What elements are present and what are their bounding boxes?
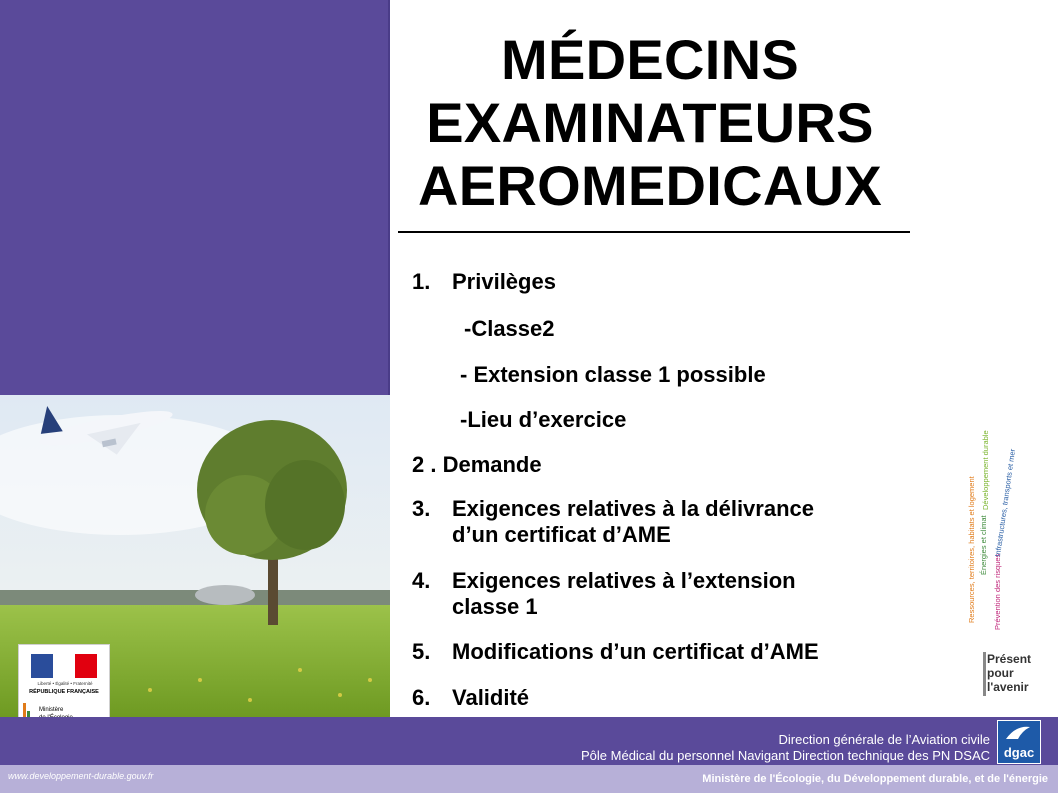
list-item-4 (412, 568, 796, 594)
left-purple-panel (0, 0, 390, 395)
list-item-5 (412, 639, 819, 665)
republic-motto: Liberté • Égalité • Fraternité (37, 681, 93, 686)
list-item-3 (412, 496, 814, 522)
list-number: 5. (412, 639, 431, 664)
page-title (400, 28, 900, 217)
list-number: 1. (412, 269, 431, 294)
present-line: pour (987, 666, 1014, 680)
title-divider (398, 231, 910, 233)
list-text-continuation: d’un certificat d’AME (452, 522, 671, 547)
list-item-6 (412, 685, 529, 711)
list-number: 3. (412, 496, 431, 521)
list-text-continuation: classe 1 (452, 594, 538, 619)
footer-text (581, 732, 990, 764)
marianne-flag-icon (31, 654, 97, 678)
list-subitem: -Classe2 (464, 316, 555, 341)
present-line: l'avenir (987, 680, 1029, 694)
republic-label: RÉPUBLIQUE FRANÇAISE (29, 689, 99, 695)
list-text: Validité (452, 685, 530, 710)
theme-tags (960, 425, 1050, 635)
ministry-line: Ministère (39, 707, 64, 713)
list-text: Privilèges (452, 269, 556, 294)
list-number: 6. (412, 685, 431, 710)
theme-tag-3: Développement durable (981, 430, 990, 510)
dgac-logo (997, 720, 1041, 764)
list-subitem: - Extension classe 1 possible (460, 362, 766, 387)
present-logo-bar (983, 652, 986, 696)
website-link[interactable]: www.developpement-durable.gouv.fr (8, 771, 154, 781)
title-line-3: AEROMEDICAUX (417, 154, 883, 217)
theme-tag-1: Ressources, territoires, habitats et logement (967, 476, 976, 623)
ministry-footer-title: Ministère de l'Écologie, du Développement durable, et de l'énergie (702, 773, 1048, 785)
dgac-bird-icon (998, 721, 1040, 747)
list-subitem: -Lieu d’exercice (460, 407, 627, 432)
list-text: Exigences relatives à la délivrance (452, 496, 815, 521)
footer-line-1: Direction générale de l’Aviation civile (778, 732, 990, 747)
present-pour-lavenir-logo (987, 652, 1031, 694)
list-item-1 (412, 269, 556, 295)
dgac-label: dgac (1003, 745, 1035, 760)
present-line: Présent (987, 652, 1032, 666)
title-line-2: EXAMINATEURS (426, 91, 874, 154)
list-number: 4. (412, 568, 431, 593)
list-text: Exigences relatives à l’extension (452, 568, 796, 593)
footer-line-2: Pôle Médical du personnel Navigant Direction technique des PN DSAC (581, 748, 990, 763)
title-line-1: MÉDECINS (501, 28, 799, 91)
list-text: Modifications d’un certificat d’AME (452, 639, 819, 664)
theme-tag-5: Infrastructures, transports et mer (993, 448, 1018, 558)
theme-tag-4: Prévention des risques (993, 553, 1002, 630)
list-item-2: 2 . Demande (412, 452, 542, 477)
theme-tag-2: Énergies et climat (979, 515, 988, 575)
